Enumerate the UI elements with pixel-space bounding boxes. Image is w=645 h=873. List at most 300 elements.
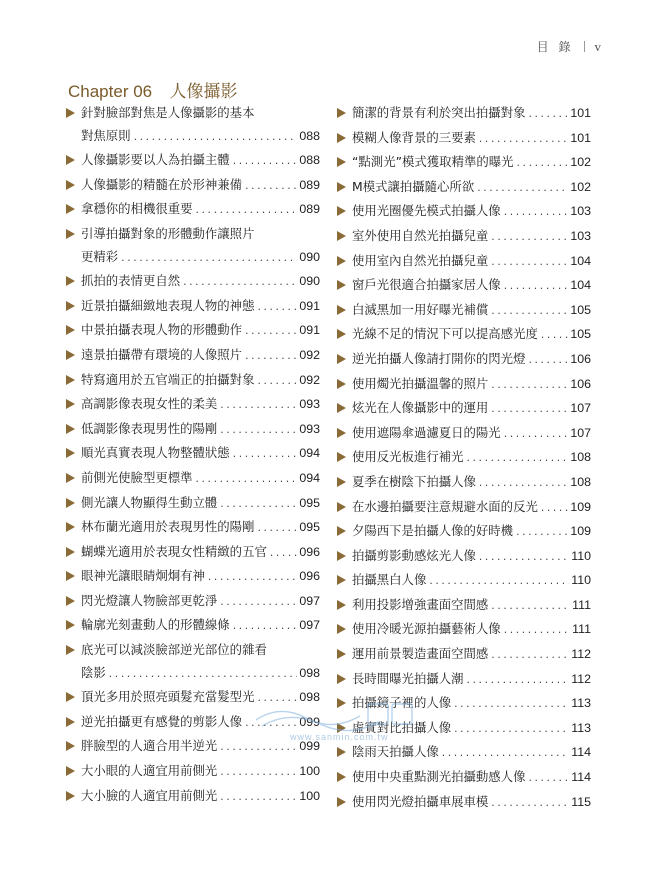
toc-entry-line bbox=[337, 668, 591, 693]
toc-entry-page: 101 bbox=[570, 106, 591, 120]
toc-entry-line bbox=[337, 741, 591, 766]
triangle-bullet-icon bbox=[337, 698, 346, 708]
dot-leader bbox=[219, 737, 297, 760]
toc-entry-page: 102 bbox=[570, 179, 591, 194]
dot-leader bbox=[244, 713, 297, 736]
triangle-bullet-icon bbox=[337, 674, 346, 684]
toc-entry-page: 107 bbox=[570, 401, 591, 416]
running-head-divider bbox=[584, 41, 585, 52]
dot-leader bbox=[490, 301, 568, 324]
dot-leader bbox=[232, 616, 298, 639]
toc-entry-title: 特寫適用於五官端正的拍攝對象 bbox=[81, 371, 255, 387]
toc-entry-page: 090 bbox=[299, 249, 320, 264]
toc-entry-line bbox=[337, 643, 591, 668]
triangle-bullet-icon bbox=[66, 522, 75, 532]
toc-entry-line bbox=[66, 442, 320, 467]
dot-leader bbox=[195, 469, 298, 492]
triangle-bullet-icon bbox=[337, 305, 346, 315]
toc-entry-title: 引導拍攝對象的形體動作讓照片 bbox=[81, 225, 255, 241]
dot-leader bbox=[133, 127, 298, 150]
toc-entry-page: 096 bbox=[299, 544, 320, 559]
toc-entry[interactable] bbox=[337, 668, 591, 693]
toc-entry-line bbox=[337, 520, 591, 545]
toc-entry[interactable] bbox=[337, 692, 591, 717]
toc-entry[interactable] bbox=[337, 274, 591, 299]
toc-entry[interactable] bbox=[337, 373, 591, 398]
toc-entry-title: 大小臉的人適宜用前側光 bbox=[81, 787, 218, 803]
dot-leader bbox=[120, 248, 297, 271]
toc-entry-title: 在水邊拍攝要注意規避水面的反光 bbox=[352, 498, 538, 514]
toc-entry-line bbox=[66, 198, 320, 223]
dot-leader bbox=[466, 448, 569, 471]
toc-entry-title: 人像攝影的精髓在於形神兼備 bbox=[81, 176, 243, 192]
triangle-bullet-icon bbox=[337, 600, 346, 610]
dot-leader bbox=[503, 202, 569, 225]
toc-entry-line bbox=[337, 373, 591, 398]
toc-entry[interactable] bbox=[66, 174, 320, 199]
toc-entry-title: 長時間曝光拍攝人潮 bbox=[352, 670, 464, 686]
triangle-bullet-icon bbox=[337, 329, 346, 339]
toc-entry-line bbox=[337, 791, 591, 816]
toc-entry-line bbox=[66, 785, 320, 810]
toc-entry[interactable] bbox=[66, 735, 320, 760]
toc-entry-title: 使用冷暖光源拍攝藝術人像 bbox=[352, 621, 501, 637]
toc-entry-title: 陰影 bbox=[81, 664, 106, 680]
toc-entry-page: 114 bbox=[571, 745, 591, 760]
toc-entry[interactable] bbox=[66, 590, 320, 615]
toc-entry[interactable] bbox=[66, 442, 320, 467]
toc-entry-title: 夕陽西下是拍攝人像的好時機 bbox=[352, 523, 514, 539]
toc-entry-page: 096 bbox=[299, 569, 320, 584]
toc-entry[interactable] bbox=[337, 422, 591, 447]
toc-entry-page: 094 bbox=[299, 446, 320, 461]
toc-entry-page: 089 bbox=[299, 202, 320, 217]
toc-entry-title: 陰雨天拍攝人像 bbox=[352, 744, 439, 760]
toc-entry-line bbox=[66, 149, 320, 174]
dot-leader bbox=[490, 227, 568, 250]
triangle-bullet-icon bbox=[66, 424, 75, 434]
toc-entry[interactable] bbox=[66, 393, 320, 418]
triangle-bullet-icon bbox=[66, 229, 75, 239]
triangle-bullet-icon bbox=[66, 108, 75, 118]
toc-entry-line bbox=[337, 397, 591, 422]
triangle-bullet-icon bbox=[66, 571, 75, 581]
toc-entry[interactable] bbox=[337, 250, 591, 275]
toc-entry-title: 窗戶光很適合拍攝家居人像 bbox=[352, 277, 501, 293]
toc-entry-page: 104 bbox=[570, 253, 591, 268]
dot-leader bbox=[490, 645, 569, 668]
toc-entry-line bbox=[66, 735, 320, 760]
dot-leader bbox=[527, 768, 569, 791]
toc-entry[interactable] bbox=[66, 223, 320, 270]
toc-entry[interactable] bbox=[66, 492, 320, 517]
toc-entry-page: 105 bbox=[570, 327, 591, 342]
toc-entry-title: 側光讓人物顯得生動立體 bbox=[81, 494, 218, 510]
toc-entry-line bbox=[337, 545, 591, 570]
toc-entry-title: 拍攝剪影動感炫光人像 bbox=[352, 547, 476, 563]
toc-entry-line bbox=[66, 614, 320, 639]
toc-entry-title: 抓拍的表情更自然 bbox=[81, 273, 181, 289]
toc-entry-line bbox=[66, 467, 320, 492]
dot-leader bbox=[232, 444, 298, 467]
watermark-url: www.sanmin.com.tw bbox=[290, 732, 389, 742]
toc-entry-line bbox=[66, 270, 320, 295]
toc-entry-line bbox=[337, 274, 591, 299]
toc-entry-line bbox=[66, 686, 320, 711]
toc-entry-page: 090 bbox=[299, 274, 320, 289]
toc-entry-line bbox=[337, 225, 591, 250]
toc-entry[interactable] bbox=[337, 397, 591, 422]
toc-entry-page: 103 bbox=[570, 228, 591, 243]
toc-entry-page: 111 bbox=[572, 622, 591, 637]
toc-entry[interactable] bbox=[66, 614, 320, 639]
toc-entry-title: 中景拍攝表現人物的形體動作 bbox=[81, 322, 243, 338]
toc-entry[interactable] bbox=[337, 471, 591, 496]
toc-entry-title: 利用投影增強畫面空間感 bbox=[352, 596, 489, 612]
dot-leader bbox=[540, 498, 568, 521]
toc-entry-page: 105 bbox=[570, 302, 591, 317]
toc-entry-line bbox=[337, 446, 591, 471]
dot-leader bbox=[232, 151, 298, 174]
triangle-bullet-icon bbox=[66, 741, 75, 751]
dot-leader bbox=[453, 694, 569, 717]
triangle-bullet-icon bbox=[66, 473, 75, 483]
toc-entry-line bbox=[66, 541, 320, 566]
toc-entry-title: 眼神光讓眼睛炯炯有神 bbox=[81, 568, 205, 584]
toc-entry[interactable] bbox=[337, 496, 591, 521]
toc-entry-page: 113 bbox=[571, 696, 591, 711]
toc-entry-line bbox=[66, 344, 320, 369]
toc-entry[interactable] bbox=[337, 791, 591, 816]
toc-entry-page: 094 bbox=[299, 470, 320, 485]
toc-entry-page: 113 bbox=[571, 720, 591, 735]
dot-leader bbox=[490, 375, 568, 398]
toc-entry[interactable] bbox=[66, 565, 320, 590]
running-head-label: 目 錄 bbox=[536, 40, 574, 54]
toc-entry-title: 使用閃光燈拍攝車展車模 bbox=[352, 793, 489, 809]
toc-entry-page: 097 bbox=[299, 618, 320, 633]
triangle-bullet-icon bbox=[337, 428, 346, 438]
toc-entry[interactable] bbox=[337, 766, 591, 791]
toc-entry-line bbox=[66, 639, 320, 662]
toc-entry-title: 人像攝影要以人為拍攝主體 bbox=[81, 152, 230, 168]
toc-entry-title: 拍攝鏡子裡的人像 bbox=[352, 695, 452, 711]
toc-entry-title: 逆光拍攝人像請打開你的閃光燈 bbox=[352, 350, 526, 366]
toc-entry-line bbox=[337, 692, 591, 717]
toc-entry-title: 林布蘭光適用於表現男性的陽剛 bbox=[81, 519, 255, 535]
toc-entry-page: 093 bbox=[299, 421, 320, 436]
toc-entry[interactable] bbox=[66, 149, 320, 174]
toc-entry-line bbox=[66, 223, 320, 246]
toc-entry-page: 109 bbox=[570, 499, 591, 514]
toc-entry[interactable] bbox=[66, 785, 320, 810]
toc-entry[interactable] bbox=[337, 446, 591, 471]
dot-leader bbox=[195, 200, 298, 223]
toc-entry[interactable] bbox=[66, 639, 320, 686]
triangle-bullet-icon bbox=[337, 575, 346, 585]
toc-entry-title: 使用遮陽傘過濾夏日的陽光 bbox=[352, 424, 501, 440]
triangle-bullet-icon bbox=[66, 155, 75, 165]
triangle-bullet-icon bbox=[337, 502, 346, 512]
dot-leader bbox=[244, 321, 297, 344]
toc-entry[interactable] bbox=[337, 323, 591, 348]
toc-entry-line bbox=[66, 393, 320, 418]
toc-entry[interactable] bbox=[337, 717, 591, 742]
toc-entry-title: “點測光”模式獲取精準的曝光 bbox=[352, 154, 514, 170]
toc-entry-page: 092 bbox=[299, 372, 320, 387]
triangle-bullet-icon bbox=[66, 620, 75, 630]
dot-leader bbox=[476, 178, 568, 201]
toc-entry-line bbox=[337, 348, 591, 373]
toc-entry-page: 107 bbox=[570, 425, 591, 440]
triangle-bullet-icon bbox=[66, 448, 75, 458]
dot-leader bbox=[207, 567, 297, 590]
toc-entry-title: 使用光圈優先模式拍攝人像 bbox=[352, 203, 501, 219]
toc-entry-title: 拍攝黑白人像 bbox=[352, 572, 427, 588]
toc-entry-line bbox=[337, 299, 591, 324]
toc-entry[interactable] bbox=[66, 198, 320, 223]
toc-entry-page: 097 bbox=[299, 593, 320, 608]
toc-entry[interactable] bbox=[337, 643, 591, 668]
dot-leader bbox=[490, 399, 568, 422]
running-head-page-number: v bbox=[594, 38, 601, 54]
triangle-bullet-icon bbox=[337, 477, 346, 487]
toc-entry-line bbox=[337, 250, 591, 275]
triangle-bullet-icon bbox=[66, 325, 75, 335]
dot-leader bbox=[219, 787, 297, 810]
toc-entry-line bbox=[66, 174, 320, 199]
toc-entry-title: 使用中央重點測光拍攝動感人像 bbox=[352, 769, 526, 785]
triangle-bullet-icon bbox=[66, 692, 75, 702]
toc-entry-title: 使用燭光拍攝溫馨的照片 bbox=[352, 375, 489, 391]
toc-entry[interactable] bbox=[337, 225, 591, 250]
triangle-bullet-icon bbox=[337, 182, 346, 192]
toc-entry-title: 更精彩 bbox=[81, 248, 119, 264]
dot-leader bbox=[490, 252, 568, 275]
triangle-bullet-icon bbox=[337, 403, 346, 413]
dot-leader bbox=[244, 176, 297, 199]
toc-entry[interactable] bbox=[337, 594, 591, 619]
dot-leader bbox=[269, 543, 297, 566]
dot-leader bbox=[503, 620, 570, 643]
toc-entry-page: 098 bbox=[299, 690, 320, 705]
toc-entry-title: M模式讓拍攝隨心所欲 bbox=[352, 178, 475, 194]
triangle-bullet-icon bbox=[337, 108, 346, 118]
dot-leader bbox=[490, 793, 569, 816]
toc-entry-title: 針對臉部對焦是人像攝影的基本 bbox=[81, 105, 255, 120]
dot-leader bbox=[527, 104, 568, 127]
toc-entry[interactable] bbox=[66, 711, 320, 736]
toc-entry[interactable] bbox=[66, 344, 320, 369]
toc-entry-page: 110 bbox=[571, 548, 591, 563]
toc-entry-page: 112 bbox=[571, 647, 591, 662]
dot-leader bbox=[478, 473, 568, 496]
toc-entry-line bbox=[81, 662, 320, 687]
triangle-bullet-icon bbox=[337, 772, 346, 782]
toc-entry-title: 遠景拍攝帶有環境的人像照片 bbox=[81, 346, 243, 362]
toc-entry[interactable] bbox=[337, 348, 591, 373]
dot-leader bbox=[182, 272, 297, 295]
running-head bbox=[537, 38, 601, 55]
toc-entry-page: 114 bbox=[571, 770, 591, 785]
dot-leader bbox=[515, 522, 568, 545]
toc-entry-page: 091 bbox=[299, 298, 320, 313]
triangle-bullet-icon bbox=[337, 649, 346, 659]
chapter-title bbox=[68, 77, 238, 102]
dot-leader bbox=[219, 494, 297, 517]
toc-entry-page: 115 bbox=[571, 794, 591, 809]
toc-entry[interactable] bbox=[337, 569, 591, 594]
toc-entry-title: 前側光使臉型更標準 bbox=[81, 469, 193, 485]
triangle-bullet-icon bbox=[66, 301, 75, 311]
toc-entry-line bbox=[66, 565, 320, 590]
dot-leader bbox=[540, 325, 568, 348]
triangle-bullet-icon bbox=[66, 276, 75, 286]
dot-leader bbox=[256, 297, 297, 320]
dot-leader bbox=[441, 743, 570, 766]
toc-entry-page: 099 bbox=[299, 739, 320, 754]
toc-entry-title: 底光可以減淡臉部逆光部位的雜看 bbox=[81, 642, 267, 658]
toc-entry-line bbox=[337, 422, 591, 447]
triangle-bullet-icon bbox=[337, 157, 346, 167]
toc-entry-line bbox=[66, 492, 320, 517]
toc-entry-title: 炫光在人像攝影中的運用 bbox=[352, 400, 489, 416]
triangle-bullet-icon bbox=[66, 547, 75, 557]
toc-entry-page: 112 bbox=[571, 671, 591, 686]
toc-entry-title: 大小眼的人適宜用前側光 bbox=[81, 763, 218, 779]
dot-leader bbox=[244, 346, 297, 369]
triangle-bullet-icon bbox=[337, 280, 346, 290]
toc-entry-title: 模糊人像背景的三要素 bbox=[352, 129, 476, 145]
triangle-bullet-icon bbox=[337, 551, 346, 561]
dot-leader bbox=[516, 153, 569, 176]
toc-entry-line bbox=[66, 516, 320, 541]
toc-entry-line bbox=[66, 102, 320, 125]
toc-entry-line bbox=[337, 471, 591, 496]
toc-entry[interactable] bbox=[66, 516, 320, 541]
toc-entry[interactable] bbox=[66, 760, 320, 785]
toc-entry-page: 106 bbox=[570, 376, 591, 391]
toc-entry-title: 拿穩你的相機很重要 bbox=[81, 201, 193, 217]
dot-leader bbox=[219, 592, 297, 615]
dot-leader bbox=[503, 276, 569, 299]
triangle-bullet-icon bbox=[66, 399, 75, 409]
dot-leader bbox=[527, 350, 568, 373]
toc-entry[interactable] bbox=[66, 686, 320, 711]
toc-entry-title: 閃光燈讓人物臉部更乾淨 bbox=[81, 592, 218, 608]
toc-entry-page: 108 bbox=[570, 450, 591, 465]
toc-entry-page: 106 bbox=[570, 351, 591, 366]
toc-entry[interactable] bbox=[66, 369, 320, 394]
toc-entry-title: 蝴蝶光適用於表現女性精緻的五官 bbox=[81, 543, 267, 559]
toc-entry[interactable] bbox=[337, 200, 591, 225]
triangle-bullet-icon bbox=[337, 452, 346, 462]
toc-entry[interactable] bbox=[66, 270, 320, 295]
toc-entry[interactable] bbox=[337, 102, 591, 127]
toc-entry[interactable] bbox=[337, 545, 591, 570]
triangle-bullet-icon bbox=[66, 766, 75, 776]
toc-entry-line bbox=[66, 711, 320, 736]
triangle-bullet-icon bbox=[66, 180, 75, 190]
toc-entry[interactable] bbox=[66, 541, 320, 566]
toc-entry[interactable] bbox=[66, 295, 320, 320]
triangle-bullet-icon bbox=[337, 379, 346, 389]
toc-entry-line bbox=[337, 176, 591, 201]
toc-entry-title: 高調影像表現女性的柔美 bbox=[81, 396, 218, 412]
toc-entry[interactable] bbox=[337, 299, 591, 324]
toc-entry-page: 111 bbox=[572, 597, 591, 612]
dot-leader bbox=[219, 762, 297, 785]
triangle-bullet-icon bbox=[337, 624, 346, 634]
toc-entry-title: 低調影像表現男性的陽剛 bbox=[81, 420, 218, 436]
dot-leader bbox=[219, 395, 297, 418]
toc-entry[interactable] bbox=[337, 127, 591, 152]
triangle-bullet-icon bbox=[337, 747, 346, 757]
dot-leader bbox=[219, 420, 297, 443]
toc-entry-line bbox=[66, 319, 320, 344]
triangle-bullet-icon bbox=[66, 596, 75, 606]
toc-entry-line bbox=[81, 125, 320, 150]
toc-entry-title: 使用室內自然光拍攝兒童 bbox=[352, 252, 489, 268]
toc-entry-line bbox=[337, 200, 591, 225]
toc-entry-title: 逆光拍攝更有感覺的剪影人像 bbox=[81, 713, 243, 729]
toc-entry-title: 胖臉型的人適合用半逆光 bbox=[81, 738, 218, 754]
toc-entry-title: 輪廓光刻畫動人的形體線條 bbox=[81, 617, 230, 633]
toc-entry-title: 運用前景製造畫面空間感 bbox=[352, 646, 489, 662]
toc-entry-title: 白滅黑加一用好曝光補償 bbox=[352, 301, 489, 317]
toc-entry[interactable] bbox=[337, 741, 591, 766]
toc-entry[interactable] bbox=[337, 520, 591, 545]
toc-entry-page: 093 bbox=[299, 397, 320, 412]
toc-entry-line bbox=[337, 323, 591, 348]
toc-entry-page: 091 bbox=[299, 323, 320, 338]
dot-leader bbox=[453, 719, 569, 742]
toc-entry[interactable] bbox=[66, 102, 320, 149]
toc-entry-page: 104 bbox=[570, 278, 591, 293]
toc-entry[interactable] bbox=[337, 151, 591, 176]
chapter-name: 人像攝影 bbox=[169, 82, 238, 102]
toc-entry-page: 095 bbox=[299, 495, 320, 510]
triangle-bullet-icon bbox=[66, 498, 75, 508]
toc-entry-page: 101 bbox=[570, 130, 591, 145]
toc-entry-page: 099 bbox=[299, 714, 320, 729]
toc-entry-line bbox=[66, 369, 320, 394]
toc-entry-page: 092 bbox=[299, 347, 320, 362]
toc-entry-line bbox=[337, 569, 591, 594]
toc-entry-page: 108 bbox=[570, 474, 591, 489]
toc-entry-title: 使用反光板進行補光 bbox=[352, 449, 464, 465]
toc-entry-page: 089 bbox=[299, 177, 320, 192]
triangle-bullet-icon bbox=[337, 133, 346, 143]
toc-entry-line bbox=[66, 295, 320, 320]
toc-entry[interactable] bbox=[337, 618, 591, 643]
toc-entry[interactable] bbox=[337, 176, 591, 201]
toc-entry[interactable] bbox=[66, 467, 320, 492]
dot-leader bbox=[478, 129, 568, 152]
toc-entry-line bbox=[81, 246, 320, 271]
toc-entry-line bbox=[337, 594, 591, 619]
toc-entry[interactable] bbox=[66, 418, 320, 443]
toc-entry-line bbox=[337, 766, 591, 791]
triangle-bullet-icon bbox=[66, 645, 75, 655]
triangle-bullet-icon bbox=[66, 375, 75, 385]
toc-entry-line bbox=[337, 496, 591, 521]
toc-entry-line bbox=[66, 418, 320, 443]
toc-entry[interactable] bbox=[66, 319, 320, 344]
toc-entry-title: 近景拍攝細緻地表現人物的神態 bbox=[81, 297, 255, 313]
toc-entry-line bbox=[337, 717, 591, 742]
triangle-bullet-icon bbox=[337, 526, 346, 536]
